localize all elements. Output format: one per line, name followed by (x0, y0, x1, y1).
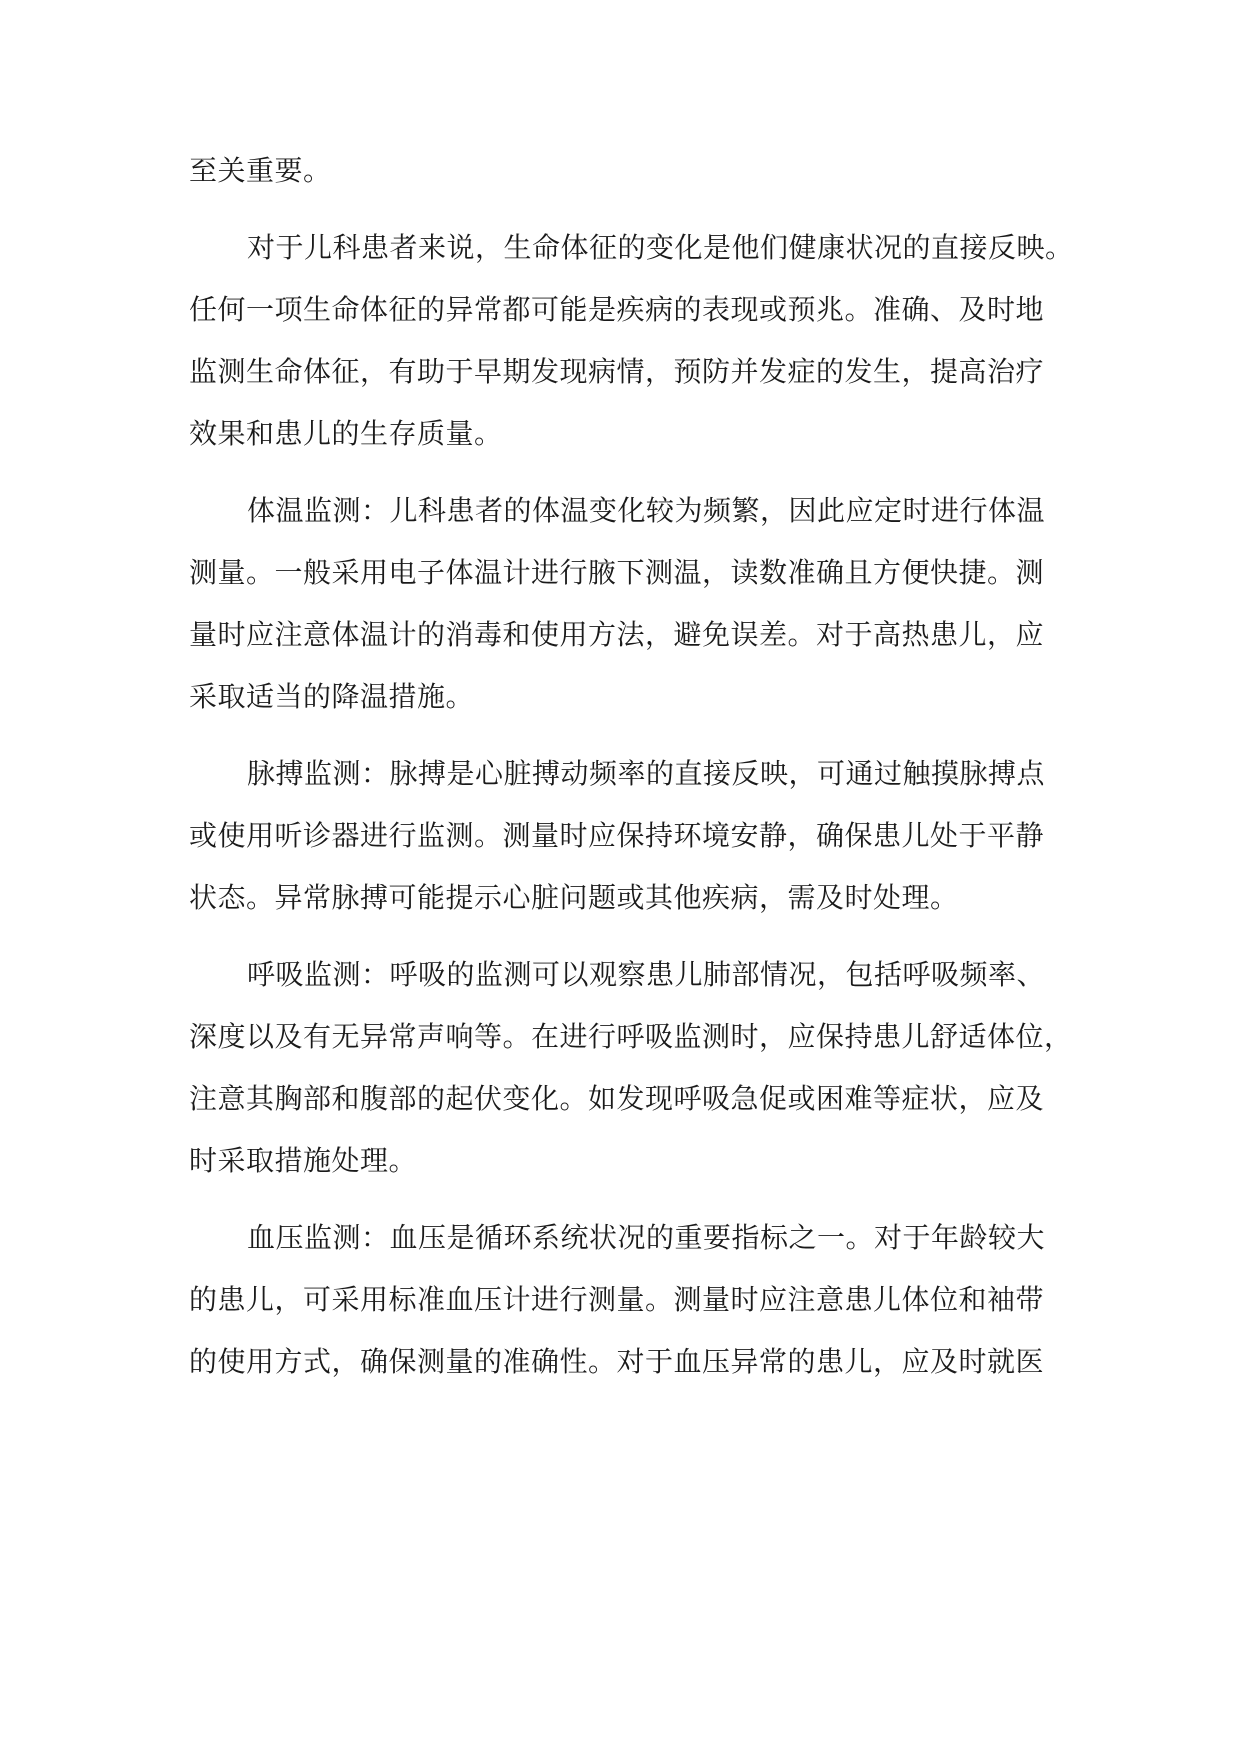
paragraph-pulse (189, 743, 1049, 929)
text-line: 采取适当的降温措施。 (189, 680, 475, 713)
text-line: 任何一项生命体征的异常都可能是疾病的表现或预兆。准确、及时地 (189, 293, 1045, 326)
text-line: 深度以及有无异常声响等。在进行呼吸监测时，应保持患儿舒适体位， (189, 1020, 1073, 1053)
text-line: 注意其胸部和腹部的起伏变化。如发现呼吸急促或困难等症状，应及 (189, 1082, 1045, 1115)
paragraph-temperature (189, 480, 1049, 728)
text-line: 至关重要。 (189, 154, 332, 187)
text-line: 的患儿，可采用标准血压计进行测量。测量时应注意患儿体位和袖带 (189, 1283, 1045, 1316)
text-line: 体温监测：儿科患者的体温变化较为频繁，因此应定时进行体温 (247, 494, 1046, 527)
text-line: 测量。一般采用电子体温计进行腋下测温，读数准确且方便快捷。测 (189, 556, 1045, 589)
text-line: 脉搏监测：脉搏是心脏搏动频率的直接反映，可通过触摸脉搏点 (247, 757, 1046, 790)
text-line: 量时应注意体温计的消毒和使用方法，避免误差。对于高热患儿，应 (189, 618, 1045, 651)
paragraph-respiration (189, 944, 1073, 1192)
text-line: 血压监测：血压是循环系统状况的重要指标之一。对于年龄较大 (247, 1221, 1046, 1254)
text-line: 时采取措施处理。 (189, 1144, 418, 1177)
text-line: 监测生命体征，有助于早期发现病情，预防并发症的发生，提高治疗 (189, 355, 1045, 388)
document-body (189, 140, 1074, 1393)
paragraph-blood-pressure (189, 1207, 1049, 1393)
text-line: 或使用听诊器进行监测。测量时应保持环境安静，确保患儿处于平静 (189, 819, 1045, 852)
paragraph-continuation (189, 140, 1049, 202)
paragraph-intro (189, 217, 1074, 465)
text-line: 呼吸监测：呼吸的监测可以观察患儿肺部情况，包括呼吸频率、 (247, 958, 1046, 991)
text-line: 效果和患儿的生存质量。 (189, 417, 503, 450)
text-line: 对于儿科患者来说，生命体征的变化是他们健康状况的直接反映。 (247, 231, 1074, 264)
text-line: 状态。异常脉搏可能提示心脏问题或其他疾病，需及时处理。 (189, 881, 959, 914)
text-line: 的使用方式，确保测量的准确性。对于血压异常的患儿，应及时就医 (189, 1345, 1045, 1378)
